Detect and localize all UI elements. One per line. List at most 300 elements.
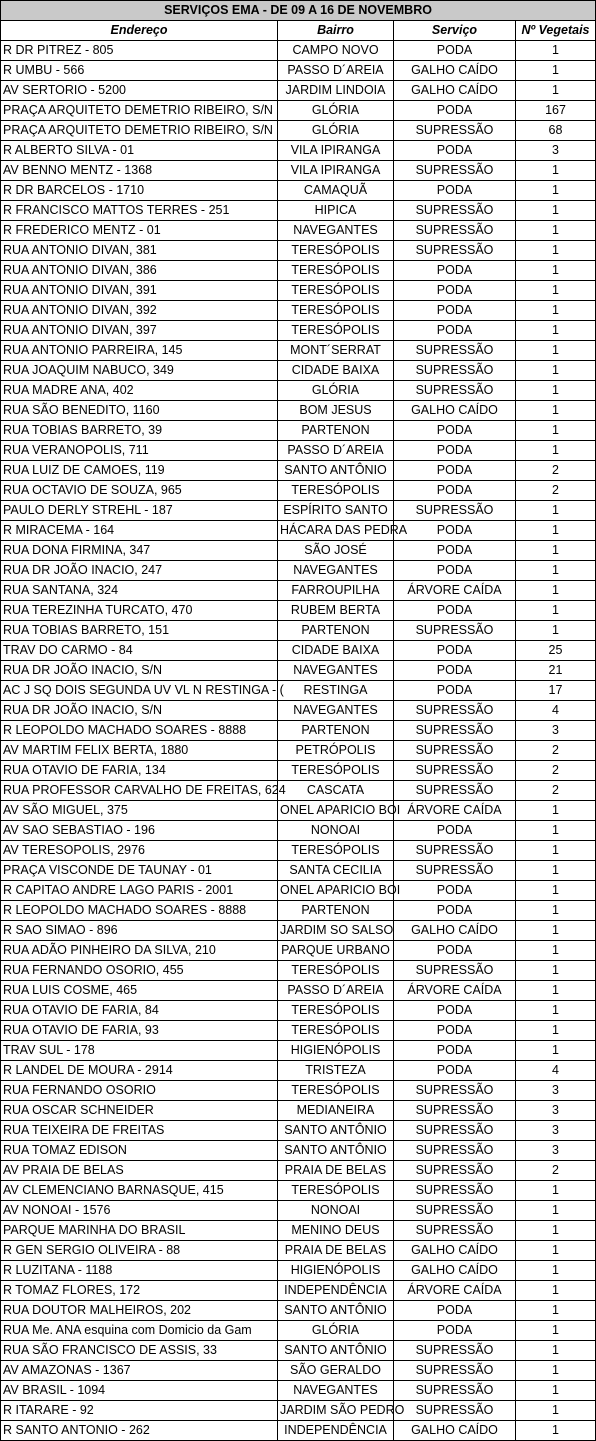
table-row bbox=[1, 921, 596, 941]
address-cell: RUA DOUTOR MALHEIROS, 202 bbox=[1, 1301, 278, 1321]
service-cell: PODA bbox=[394, 541, 516, 561]
count-cell: 1 bbox=[516, 541, 596, 561]
table-row bbox=[1, 541, 596, 561]
address-cell: R GEN SERGIO OLIVEIRA - 88 bbox=[1, 1241, 278, 1261]
service-cell: PODA bbox=[394, 281, 516, 301]
table-row bbox=[1, 701, 596, 721]
table-row bbox=[1, 1081, 596, 1101]
address-cell: AV CLEMENCIANO BARNASQUE, 415 bbox=[1, 1181, 278, 1201]
count-cell: 2 bbox=[516, 781, 596, 801]
count-cell: 1 bbox=[516, 241, 596, 261]
address-cell: RUA OTAVIO DE FARIA, 134 bbox=[1, 761, 278, 781]
table-row bbox=[1, 1121, 596, 1141]
service-cell: PODA bbox=[394, 1061, 516, 1081]
bairro-cell: SANTO ANTÔNIO bbox=[278, 1301, 394, 1321]
table-row bbox=[1, 481, 596, 501]
table-row bbox=[1, 101, 596, 121]
service-cell: SUPRESSÃO bbox=[394, 1121, 516, 1141]
count-cell: 1 bbox=[516, 521, 596, 541]
title-row bbox=[1, 1, 596, 21]
count-cell: 1 bbox=[516, 861, 596, 881]
table-row bbox=[1, 461, 596, 481]
table-row bbox=[1, 1061, 596, 1081]
table-title: SERVIÇOS EMA - DE 09 A 16 DE NOVEMBRO bbox=[1, 1, 596, 21]
count-cell: 1 bbox=[516, 1021, 596, 1041]
table-body bbox=[1, 41, 596, 1441]
table-row bbox=[1, 241, 596, 261]
count-cell: 1 bbox=[516, 941, 596, 961]
bairro-cell: NAVEGANTES bbox=[278, 1381, 394, 1401]
address-cell: RUA ADÃO PINHEIRO DA SILVA, 210 bbox=[1, 941, 278, 961]
service-cell: SUPRESSÃO bbox=[394, 1401, 516, 1421]
count-cell: 1 bbox=[516, 1321, 596, 1341]
address-cell: PRAÇA ARQUITETO DEMETRIO RIBEIRO, S/N bbox=[1, 121, 278, 141]
service-cell: GALHO CAÍDO bbox=[394, 401, 516, 421]
bairro-cell: MENINO DEUS bbox=[278, 1221, 394, 1241]
count-cell: 167 bbox=[516, 101, 596, 121]
service-cell: PODA bbox=[394, 481, 516, 501]
count-cell: 1 bbox=[516, 341, 596, 361]
service-cell: SUPRESSÃO bbox=[394, 381, 516, 401]
table-row bbox=[1, 801, 596, 821]
service-cell: PODA bbox=[394, 261, 516, 281]
count-cell: 3 bbox=[516, 1101, 596, 1121]
bairro-cell: TERESÓPOLIS bbox=[278, 301, 394, 321]
count-cell: 1 bbox=[516, 841, 596, 861]
table-row bbox=[1, 341, 596, 361]
count-cell: 17 bbox=[516, 681, 596, 701]
service-cell: SUPRESSÃO bbox=[394, 361, 516, 381]
count-cell: 1 bbox=[516, 1281, 596, 1301]
count-cell: 1 bbox=[516, 561, 596, 581]
table-row bbox=[1, 1361, 596, 1381]
address-cell: AV PRAIA DE BELAS bbox=[1, 1161, 278, 1181]
bairro-cell: PARQUE URBANO bbox=[278, 941, 394, 961]
table-row bbox=[1, 141, 596, 161]
service-cell: ÁRVORE CAÍDA bbox=[394, 981, 516, 1001]
address-cell: RUA DR JOÃO INACIO, S/N bbox=[1, 701, 278, 721]
service-cell: ÁRVORE CAÍDA bbox=[394, 581, 516, 601]
service-cell: PODA bbox=[394, 941, 516, 961]
service-cell: SUPRESSÃO bbox=[394, 1161, 516, 1181]
address-cell: RUA DR JOÃO INACIO, S/N bbox=[1, 661, 278, 681]
count-cell: 1 bbox=[516, 181, 596, 201]
service-cell: SUPRESSÃO bbox=[394, 721, 516, 741]
table-row bbox=[1, 721, 596, 741]
table-row bbox=[1, 221, 596, 241]
bairro-cell: INDEPENDÊNCIA bbox=[278, 1421, 394, 1441]
address-cell: PRAÇA VISCONDE DE TAUNAY - 01 bbox=[1, 861, 278, 881]
address-cell: R SAO SIMAO - 896 bbox=[1, 921, 278, 941]
count-cell: 2 bbox=[516, 461, 596, 481]
address-cell: RUA OTAVIO DE FARIA, 84 bbox=[1, 1001, 278, 1021]
table-row bbox=[1, 821, 596, 841]
bairro-cell: GLÓRIA bbox=[278, 1321, 394, 1341]
service-cell: SUPRESSÃO bbox=[394, 1381, 516, 1401]
address-cell: RUA VERANOPOLIS, 711 bbox=[1, 441, 278, 461]
bairro-cell: BOM JESUS bbox=[278, 401, 394, 421]
count-cell: 1 bbox=[516, 201, 596, 221]
table-row bbox=[1, 161, 596, 181]
table-row bbox=[1, 901, 596, 921]
service-cell: SUPRESSÃO bbox=[394, 1361, 516, 1381]
address-cell: R LEOPOLDO MACHADO SOARES - 8888 bbox=[1, 721, 278, 741]
address-cell: AV BRASIL - 1094 bbox=[1, 1381, 278, 1401]
bairro-cell: NAVEGANTES bbox=[278, 221, 394, 241]
bairro-cell: PARTENON bbox=[278, 621, 394, 641]
service-cell: SUPRESSÃO bbox=[394, 1201, 516, 1221]
service-cell: SUPRESSÃO bbox=[394, 1081, 516, 1101]
service-cell: GALHO CAÍDO bbox=[394, 81, 516, 101]
table-row bbox=[1, 761, 596, 781]
bairro-cell: TERESÓPOLIS bbox=[278, 241, 394, 261]
bairro-cell: JARDIM SO SALSO bbox=[278, 921, 394, 941]
service-cell: SUPRESSÃO bbox=[394, 1221, 516, 1241]
address-cell: RUA TEREZINHA TURCATO, 470 bbox=[1, 601, 278, 621]
address-cell: RUA PROFESSOR CARVALHO DE FREITAS, 624 bbox=[1, 781, 278, 801]
table-row bbox=[1, 781, 596, 801]
count-cell: 1 bbox=[516, 501, 596, 521]
address-cell: RUA OTAVIO DE FARIA, 93 bbox=[1, 1021, 278, 1041]
bairro-cell: TERESÓPOLIS bbox=[278, 321, 394, 341]
table-row bbox=[1, 1201, 596, 1221]
service-cell: SUPRESSÃO bbox=[394, 1141, 516, 1161]
service-cell: SUPRESSÃO bbox=[394, 761, 516, 781]
service-cell: SUPRESSÃO bbox=[394, 701, 516, 721]
service-cell: SUPRESSÃO bbox=[394, 861, 516, 881]
address-cell: R CAPITAO ANDRE LAGO PARIS - 2001 bbox=[1, 881, 278, 901]
bairro-cell: ONEL APARICIO BOI bbox=[278, 801, 394, 821]
address-cell: RUA SÃO FRANCISCO DE ASSIS, 33 bbox=[1, 1341, 278, 1361]
table-row bbox=[1, 981, 596, 1001]
bairro-cell: TERESÓPOLIS bbox=[278, 1181, 394, 1201]
address-cell: R LUZITANA - 1188 bbox=[1, 1261, 278, 1281]
table-row bbox=[1, 381, 596, 401]
count-cell: 1 bbox=[516, 221, 596, 241]
address-cell: R LEOPOLDO MACHADO SOARES - 8888 bbox=[1, 901, 278, 921]
address-cell: R LANDEL DE MOURA - 2914 bbox=[1, 1061, 278, 1081]
table-row bbox=[1, 521, 596, 541]
address-cell: RUA Me. ANA esquina com Domicio da Gam bbox=[1, 1321, 278, 1341]
address-cell: R SANTO ANTONIO - 262 bbox=[1, 1421, 278, 1441]
address-cell: RUA ANTONIO PARREIRA, 145 bbox=[1, 341, 278, 361]
address-cell: RUA FERNANDO OSORIO, 455 bbox=[1, 961, 278, 981]
service-cell: PODA bbox=[394, 661, 516, 681]
address-cell: TRAV SUL - 178 bbox=[1, 1041, 278, 1061]
table-row bbox=[1, 401, 596, 421]
address-cell: RUA SANTANA, 324 bbox=[1, 581, 278, 601]
address-cell: AV SÃO MIGUEL, 375 bbox=[1, 801, 278, 821]
address-cell: AV BENNO MENTZ - 1368 bbox=[1, 161, 278, 181]
table-row bbox=[1, 1301, 596, 1321]
bairro-cell: SANTO ANTÔNIO bbox=[278, 1121, 394, 1141]
table-row bbox=[1, 561, 596, 581]
service-cell: PODA bbox=[394, 561, 516, 581]
service-cell: PODA bbox=[394, 521, 516, 541]
bairro-cell: SÃO JOSÉ bbox=[278, 541, 394, 561]
column-header-bairro: Bairro bbox=[278, 21, 394, 41]
table-row bbox=[1, 1321, 596, 1341]
table-row bbox=[1, 881, 596, 901]
service-cell: SUPRESSÃO bbox=[394, 1341, 516, 1361]
address-cell: RUA ANTONIO DIVAN, 392 bbox=[1, 301, 278, 321]
address-cell: RUA LUIS COSME, 465 bbox=[1, 981, 278, 1001]
table-row bbox=[1, 1141, 596, 1161]
bairro-cell: NAVEGANTES bbox=[278, 561, 394, 581]
service-cell: SUPRESSÃO bbox=[394, 961, 516, 981]
count-cell: 2 bbox=[516, 741, 596, 761]
service-cell: ÁRVORE CAÍDA bbox=[394, 1281, 516, 1301]
bairro-cell: GLÓRIA bbox=[278, 101, 394, 121]
bairro-cell: PARTENON bbox=[278, 901, 394, 921]
bairro-cell: INDEPENDÊNCIA bbox=[278, 1281, 394, 1301]
service-cell: PODA bbox=[394, 181, 516, 201]
count-cell: 1 bbox=[516, 1201, 596, 1221]
count-cell: 1 bbox=[516, 1261, 596, 1281]
service-cell: PODA bbox=[394, 101, 516, 121]
table-row bbox=[1, 1161, 596, 1181]
count-cell: 1 bbox=[516, 61, 596, 81]
count-cell: 1 bbox=[516, 1221, 596, 1241]
count-cell: 4 bbox=[516, 1061, 596, 1081]
bairro-cell: CAMAQUÃ bbox=[278, 181, 394, 201]
bairro-cell: NAVEGANTES bbox=[278, 701, 394, 721]
bairro-cell: HIGIENÓPOLIS bbox=[278, 1041, 394, 1061]
address-cell: R ITARARE - 92 bbox=[1, 1401, 278, 1421]
service-cell: PODA bbox=[394, 461, 516, 481]
bairro-cell: TERESÓPOLIS bbox=[278, 261, 394, 281]
table-row bbox=[1, 1181, 596, 1201]
table-row bbox=[1, 1421, 596, 1441]
bairro-cell: CIDADE BAIXA bbox=[278, 641, 394, 661]
bairro-cell: SÃO GERALDO bbox=[278, 1361, 394, 1381]
count-cell: 1 bbox=[516, 601, 596, 621]
address-cell: RUA FERNANDO OSORIO bbox=[1, 1081, 278, 1101]
bairro-cell: PRAIA DE BELAS bbox=[278, 1161, 394, 1181]
address-cell: PRAÇA ARQUITETO DEMETRIO RIBEIRO, S/N bbox=[1, 101, 278, 121]
bairro-cell: JARDIM SÃO PEDRO bbox=[278, 1401, 394, 1421]
service-cell: PODA bbox=[394, 321, 516, 341]
bairro-cell: PETRÓPOLIS bbox=[278, 741, 394, 761]
table-row bbox=[1, 1241, 596, 1261]
table-row bbox=[1, 1041, 596, 1061]
count-cell: 3 bbox=[516, 1141, 596, 1161]
count-cell: 1 bbox=[516, 881, 596, 901]
bairro-cell: TERESÓPOLIS bbox=[278, 281, 394, 301]
table-row bbox=[1, 281, 596, 301]
table-row bbox=[1, 741, 596, 761]
address-cell: R FREDERICO MENTZ - 01 bbox=[1, 221, 278, 241]
table-row bbox=[1, 1341, 596, 1361]
bairro-cell: PARTENON bbox=[278, 721, 394, 741]
count-cell: 1 bbox=[516, 41, 596, 61]
bairro-cell: TERESÓPOLIS bbox=[278, 761, 394, 781]
count-cell: 1 bbox=[516, 1301, 596, 1321]
address-cell: RUA JOAQUIM NABUCO, 349 bbox=[1, 361, 278, 381]
address-cell: TRAV DO CARMO - 84 bbox=[1, 641, 278, 661]
bairro-cell: HIPICA bbox=[278, 201, 394, 221]
count-cell: 1 bbox=[516, 401, 596, 421]
count-cell: 1 bbox=[516, 981, 596, 1001]
table-row bbox=[1, 121, 596, 141]
address-cell: R FRANCISCO MATTOS TERRES - 251 bbox=[1, 201, 278, 221]
count-cell: 1 bbox=[516, 361, 596, 381]
bairro-cell: HIGIENÓPOLIS bbox=[278, 1261, 394, 1281]
count-cell: 2 bbox=[516, 1161, 596, 1181]
address-cell: RUA DR JOÃO INACIO, 247 bbox=[1, 561, 278, 581]
bairro-cell: NONOAI bbox=[278, 821, 394, 841]
count-cell: 2 bbox=[516, 761, 596, 781]
table-row bbox=[1, 581, 596, 601]
bairro-cell: RESTINGA bbox=[278, 681, 394, 701]
column-header-servico: Serviço bbox=[394, 21, 516, 41]
table-row bbox=[1, 861, 596, 881]
count-cell: 68 bbox=[516, 121, 596, 141]
address-cell: RUA ANTONIO DIVAN, 381 bbox=[1, 241, 278, 261]
count-cell: 1 bbox=[516, 1001, 596, 1021]
service-cell: PODA bbox=[394, 1321, 516, 1341]
address-cell: RUA TOMAZ EDISON bbox=[1, 1141, 278, 1161]
service-cell: SUPRESSÃO bbox=[394, 121, 516, 141]
table-row bbox=[1, 1021, 596, 1041]
table-row bbox=[1, 181, 596, 201]
bairro-cell: JARDIM LINDOIA bbox=[278, 81, 394, 101]
count-cell: 1 bbox=[516, 581, 596, 601]
table-row bbox=[1, 61, 596, 81]
count-cell: 1 bbox=[516, 321, 596, 341]
service-cell: GALHO CAÍDO bbox=[394, 1261, 516, 1281]
count-cell: 1 bbox=[516, 421, 596, 441]
service-cell: SUPRESSÃO bbox=[394, 341, 516, 361]
bairro-cell: NAVEGANTES bbox=[278, 661, 394, 681]
bairro-cell: SANTA CECILIA bbox=[278, 861, 394, 881]
count-cell: 1 bbox=[516, 441, 596, 461]
address-cell: RUA OCTAVIO DE SOUZA, 965 bbox=[1, 481, 278, 501]
count-cell: 4 bbox=[516, 701, 596, 721]
table-row bbox=[1, 621, 596, 641]
count-cell: 1 bbox=[516, 381, 596, 401]
table-row bbox=[1, 261, 596, 281]
count-cell: 1 bbox=[516, 1421, 596, 1441]
table-row bbox=[1, 641, 596, 661]
service-cell: SUPRESSÃO bbox=[394, 161, 516, 181]
address-cell: AV NONOAI - 1576 bbox=[1, 1201, 278, 1221]
address-cell: PAULO DERLY STREHL - 187 bbox=[1, 501, 278, 521]
table-row bbox=[1, 1401, 596, 1421]
bairro-cell: TERESÓPOLIS bbox=[278, 1081, 394, 1101]
table-row bbox=[1, 681, 596, 701]
service-cell: PODA bbox=[394, 421, 516, 441]
service-cell: PODA bbox=[394, 821, 516, 841]
service-cell: PODA bbox=[394, 1041, 516, 1061]
count-cell: 3 bbox=[516, 721, 596, 741]
address-cell: R UMBU - 566 bbox=[1, 61, 278, 81]
bairro-cell: PASSO D´AREIA bbox=[278, 441, 394, 461]
table-row bbox=[1, 421, 596, 441]
address-cell: AV SAO SEBASTIAO - 196 bbox=[1, 821, 278, 841]
header-row bbox=[1, 21, 596, 41]
table-row bbox=[1, 321, 596, 341]
table-row bbox=[1, 81, 596, 101]
column-header-endereco: Endereço bbox=[1, 21, 278, 41]
table-row bbox=[1, 601, 596, 621]
address-cell: AV MARTIM FELIX BERTA, 1880 bbox=[1, 741, 278, 761]
table-row bbox=[1, 661, 596, 681]
address-cell: RUA OSCAR SCHNEIDER bbox=[1, 1101, 278, 1121]
bairro-cell: SANTO ANTÔNIO bbox=[278, 1141, 394, 1161]
service-cell: GALHO CAÍDO bbox=[394, 61, 516, 81]
address-cell: R ALBERTO SILVA - 01 bbox=[1, 141, 278, 161]
address-cell: AV AMAZONAS - 1367 bbox=[1, 1361, 278, 1381]
table-row bbox=[1, 201, 596, 221]
bairro-cell: TERESÓPOLIS bbox=[278, 1001, 394, 1021]
count-cell: 1 bbox=[516, 281, 596, 301]
address-cell: RUA LUIZ DE CAMOES, 119 bbox=[1, 461, 278, 481]
count-cell: 21 bbox=[516, 661, 596, 681]
bairro-cell: PASSO D´AREIA bbox=[278, 981, 394, 1001]
address-cell: RUA TOBIAS BARRETO, 151 bbox=[1, 621, 278, 641]
bairro-cell: VILA IPIRANGA bbox=[278, 141, 394, 161]
service-cell: PODA bbox=[394, 881, 516, 901]
address-cell: AC J SQ DOIS SEGUNDA UV VL N RESTINGA - ( bbox=[1, 681, 278, 701]
count-cell: 3 bbox=[516, 141, 596, 161]
table-row bbox=[1, 961, 596, 981]
service-cell: PODA bbox=[394, 1001, 516, 1021]
table-row bbox=[1, 1281, 596, 1301]
count-cell: 3 bbox=[516, 1081, 596, 1101]
bairro-cell: FARROUPILHA bbox=[278, 581, 394, 601]
bairro-cell: SANTO ANTÔNIO bbox=[278, 1341, 394, 1361]
table-row bbox=[1, 41, 596, 61]
address-cell: AV SERTORIO - 5200 bbox=[1, 81, 278, 101]
service-cell: SUPRESSÃO bbox=[394, 501, 516, 521]
service-cell: SUPRESSÃO bbox=[394, 741, 516, 761]
bairro-cell: CAMPO NOVO bbox=[278, 41, 394, 61]
count-cell: 1 bbox=[516, 1181, 596, 1201]
bairro-cell: TERESÓPOLIS bbox=[278, 481, 394, 501]
address-cell: AV TERESOPOLIS, 2976 bbox=[1, 841, 278, 861]
count-cell: 1 bbox=[516, 161, 596, 181]
bairro-cell: TRISTEZA bbox=[278, 1061, 394, 1081]
address-cell: RUA SÃO BENEDITO, 1160 bbox=[1, 401, 278, 421]
service-cell: SUPRESSÃO bbox=[394, 841, 516, 861]
count-cell: 1 bbox=[516, 1361, 596, 1381]
address-cell: RUA ANTONIO DIVAN, 386 bbox=[1, 261, 278, 281]
address-cell: R DR BARCELOS - 1710 bbox=[1, 181, 278, 201]
bairro-cell: TERESÓPOLIS bbox=[278, 961, 394, 981]
count-cell: 1 bbox=[516, 921, 596, 941]
bairro-cell: PASSO D´AREIA bbox=[278, 61, 394, 81]
service-cell: SUPRESSÃO bbox=[394, 781, 516, 801]
service-cell: PODA bbox=[394, 441, 516, 461]
service-cell: PODA bbox=[394, 1021, 516, 1041]
address-cell: RUA MADRE ANA, 402 bbox=[1, 381, 278, 401]
count-cell: 1 bbox=[516, 261, 596, 281]
count-cell: 1 bbox=[516, 621, 596, 641]
bairro-cell: PARTENON bbox=[278, 421, 394, 441]
service-cell: SUPRESSÃO bbox=[394, 241, 516, 261]
service-cell: SUPRESSÃO bbox=[394, 621, 516, 641]
service-cell: PODA bbox=[394, 1301, 516, 1321]
address-cell: RUA ANTONIO DIVAN, 391 bbox=[1, 281, 278, 301]
column-header-num-vegetais: Nº Vegetais bbox=[516, 21, 596, 41]
table-row bbox=[1, 1261, 596, 1281]
service-cell: SUPRESSÃO bbox=[394, 221, 516, 241]
bairro-cell: TERESÓPOLIS bbox=[278, 1021, 394, 1041]
count-cell: 1 bbox=[516, 821, 596, 841]
address-cell: RUA DONA FIRMINA, 347 bbox=[1, 541, 278, 561]
bairro-cell: RUBEM BERTA bbox=[278, 601, 394, 621]
